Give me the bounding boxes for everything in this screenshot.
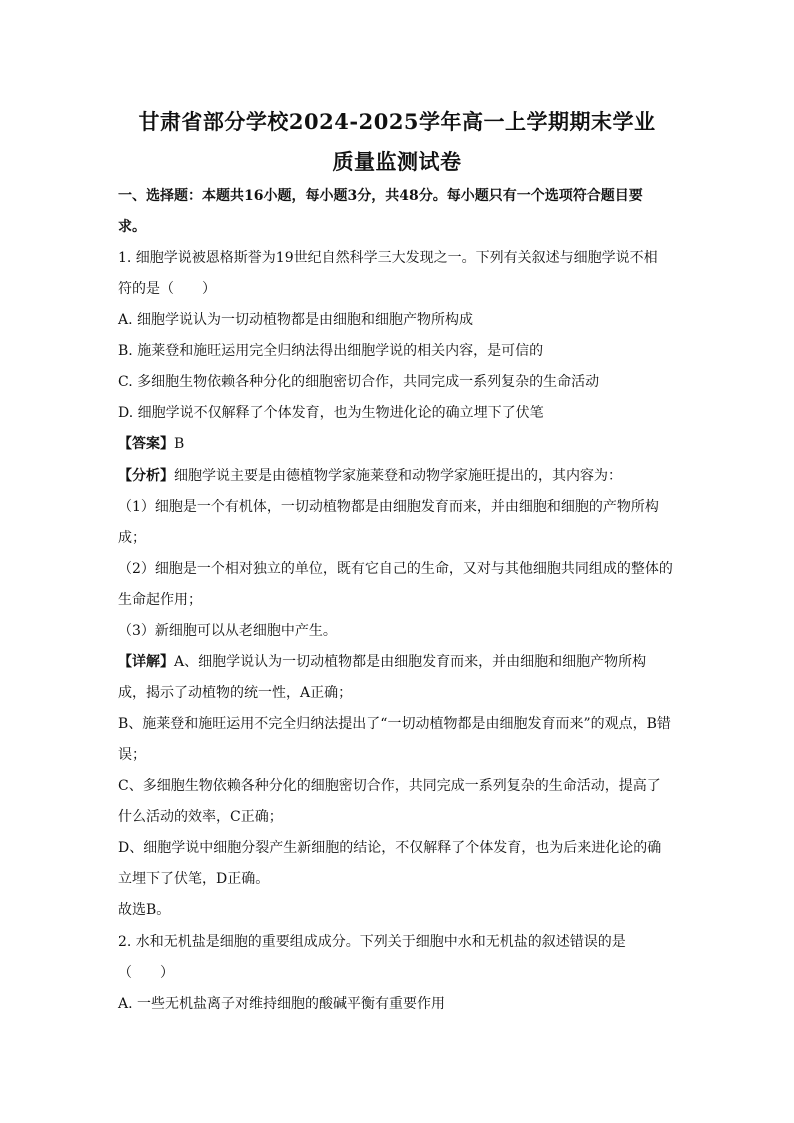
- q1-detail-line: B、施莱登和施旺运用不完全归纳法提出了“一切动植物都是由细胞发育而来”的观点，B错: [118, 716, 671, 732]
- q2-stem-line-2: （ ）: [118, 965, 174, 981]
- q1-option-c: C. 多细胞生物依赖各种分化的细胞密切合作，共同完成一系列复杂的生命活动: [118, 374, 600, 390]
- q1-detail-line: 什么活动的效率，C正确；: [118, 809, 283, 825]
- q1-point-line: 成；: [118, 530, 146, 546]
- q1-conclusion: 故选B。: [118, 902, 171, 918]
- q1-detail-line: 成，揭示了动植物的统一性，A正确；: [118, 685, 353, 701]
- section-heading-line-1: 一、选择题：本题共16小题，每小题3分，共48分。每小题只有一个选项符合题目要: [118, 188, 643, 204]
- q2-stem-line-1: 2. 水和无机盐是细胞的重要组成成分。下列关于细胞中水和无机盐的叙述错误的是: [118, 934, 626, 950]
- q1-analysis: [118, 466, 684, 486]
- section-heading-line-2: 求。: [118, 219, 146, 235]
- q1-option-a: A. 细胞学说认为一切动植物都是由细胞和细胞产物所构成: [118, 312, 474, 328]
- exam-title-line-1: 甘肃省部分学校2024-2025学年高一上学期期末学业: [138, 109, 656, 134]
- q1-point-line: （1）细胞是一个有机体，一切动植物都是由细胞发育而来，并由细胞和细胞的产物所构: [118, 499, 659, 515]
- q1-detail-line: 误；: [118, 747, 146, 763]
- q1-detail-line: D、细胞学说中细胞分裂产生新细胞的结论，不仅解释了个体发育，也为后来进化论的确: [118, 840, 662, 856]
- q1-option-b: B. 施莱登和施旺运用完全归纳法得出细胞学说的相关内容，是可信的: [118, 343, 544, 359]
- q1-detail-line: 立埋下了伏笔，D正确。: [118, 871, 270, 887]
- q1-answer: [118, 434, 684, 454]
- detail-tag: 【详解】: [118, 654, 174, 670]
- analysis-text: 细胞学说主要是由德植物学家施莱登和动物学家施旺提出的，其内容为：: [174, 468, 622, 484]
- q1-stem-line-1: 1. 细胞学说被恩格斯誉为19世纪自然科学三大发现之一。下列有关叙述与细胞学说不相: [118, 250, 658, 266]
- q2-option-a: A. 一些无机盐离子对维持细胞的酸碱平衡有重要作用: [118, 996, 446, 1012]
- q1-point-line: 生命起作用；: [118, 592, 202, 608]
- q1-option-d: D. 细胞学说不仅解释了个体发育，也为生物进化论的确立埋下了伏笔: [118, 405, 544, 421]
- q1-point-line: （2）细胞是一个相对独立的单位，既有它自己的生命，又对与其他细胞共同组成的整体的: [118, 561, 673, 577]
- q1-detail-first-line: [118, 652, 684, 672]
- q1-stem-line-2: 符的是（ ）: [118, 281, 216, 297]
- q1-detail-line: C、多细胞生物依赖各种分化的细胞密切合作，共同完成一系列复杂的生命活动，提高了: [118, 778, 661, 794]
- q1-point-line: （3）新细胞可以从老细胞中产生。: [118, 623, 337, 639]
- detail-text: A、细胞学说认为一切动植物都是由细胞发育而来，并由细胞和细胞产物所构: [174, 654, 647, 670]
- answer-value: B: [174, 436, 185, 452]
- answer-tag: 【答案】: [118, 436, 174, 452]
- exam-title-line-2: 质量监测试卷: [332, 149, 462, 174]
- analysis-tag: 【分析】: [118, 468, 174, 484]
